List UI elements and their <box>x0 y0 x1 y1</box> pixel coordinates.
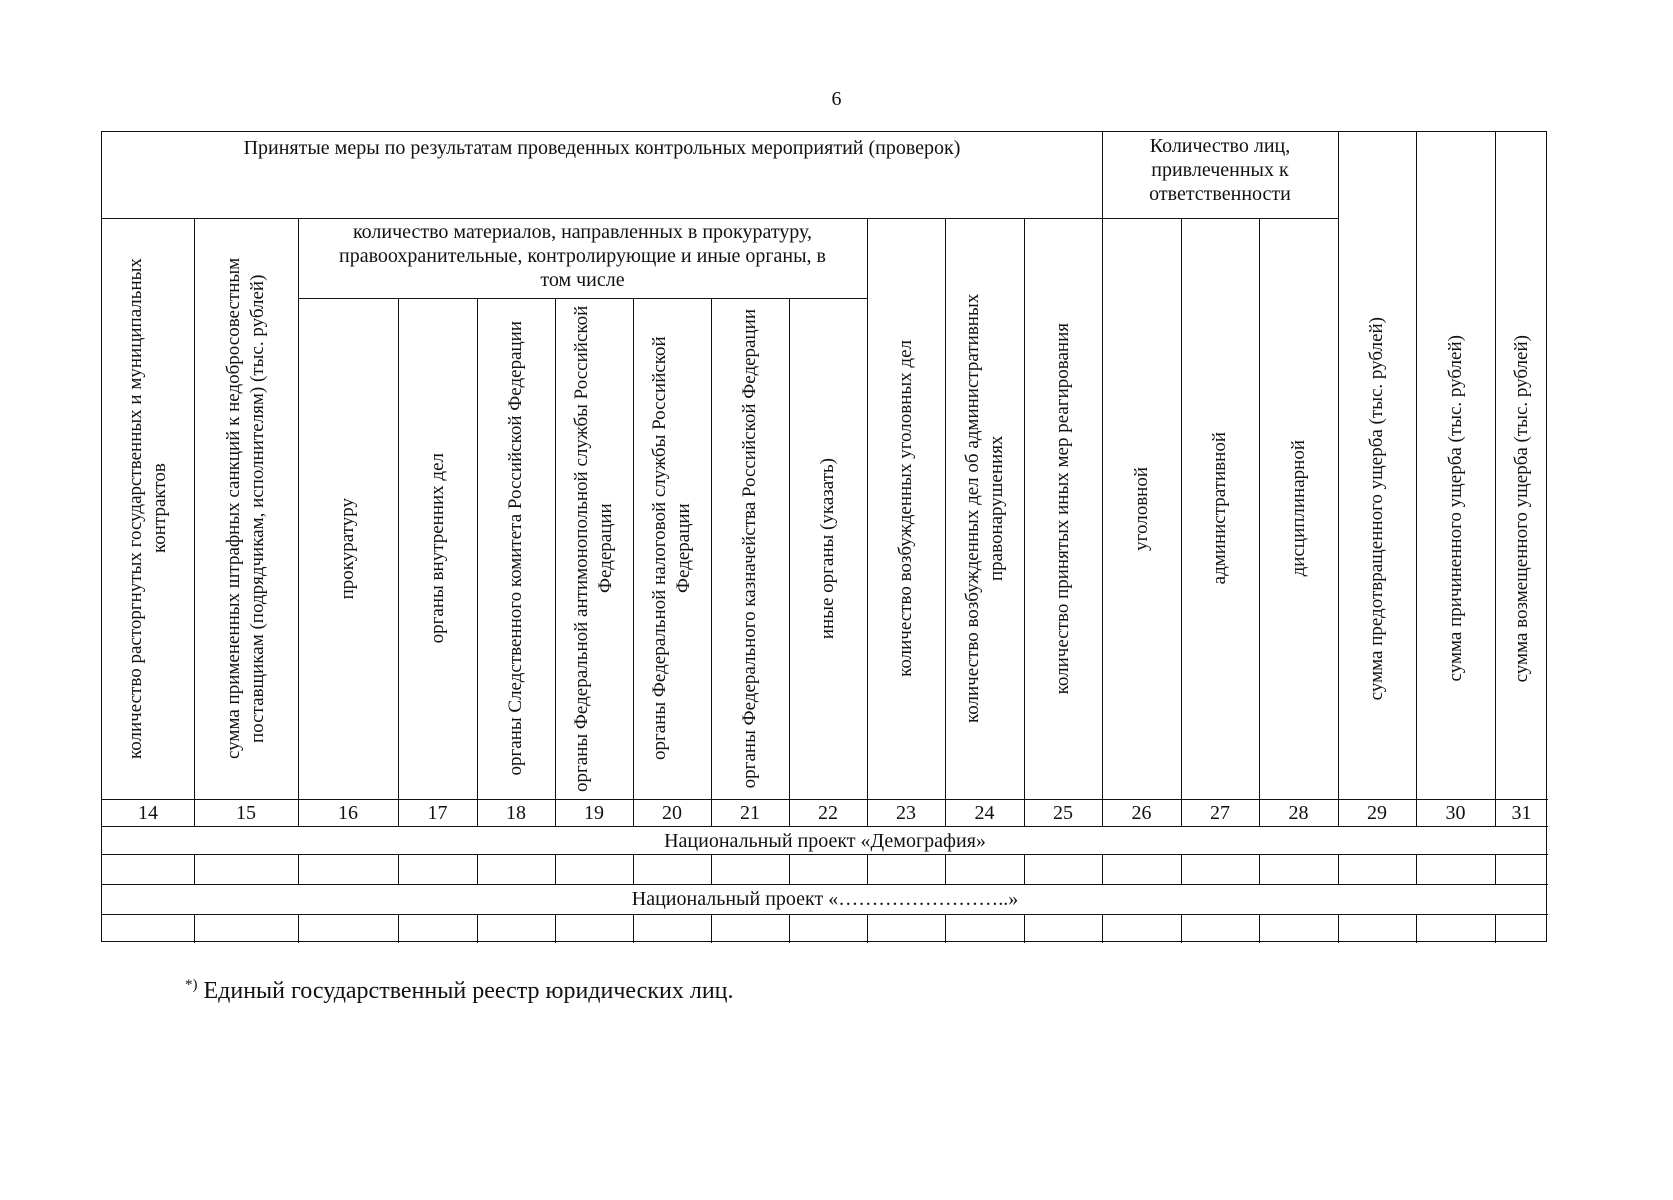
column-label: прокуратуру <box>337 497 358 600</box>
column-header-27 <box>1181 224 1259 793</box>
column-label: органы Федеральной налоговой службы Российской Федерации <box>649 336 694 761</box>
column-label: органы Следственного комитета Российской Федерации <box>505 321 526 776</box>
column-header-30 <box>1416 224 1495 793</box>
column-label: количество принятых иных мер реагирования <box>1052 322 1073 695</box>
column-number: 18 <box>506 802 526 824</box>
column-header-14 <box>102 224 194 793</box>
column-number: 17 <box>427 802 448 824</box>
materials-title: количество материалов, направленных в прокуратуру, правоохранительные, контролирующие и иные органы, в том числе <box>339 221 826 291</box>
column-header-25 <box>1024 224 1102 793</box>
section-title: Национальный проект «……………………..» <box>631 888 1019 910</box>
column-label: органы внутренних дел <box>426 453 448 644</box>
column-number: 26 <box>1131 802 1152 824</box>
report-table <box>101 131 1547 942</box>
column-header-19 <box>555 304 633 793</box>
persons-title: Количество лиц, привлеченных к ответственности <box>1149 135 1291 205</box>
footnote-marker: *) <box>185 977 198 993</box>
column-number: 31 <box>1511 802 1532 824</box>
column-label: количество расторгнутых государственных и муниципальных контрактов <box>125 258 170 759</box>
column-number: 22 <box>818 802 838 824</box>
column-header-17 <box>398 304 477 793</box>
column-number: 14 <box>138 802 158 824</box>
column-header-18 <box>477 304 555 793</box>
column-header-20 <box>633 304 711 793</box>
column-number: 24 <box>974 802 995 824</box>
column-number: 28 <box>1288 802 1309 824</box>
column-label: административной <box>1209 432 1230 585</box>
measures-title: Принятые меры по результатам проведенных контрольных мероприятий (проверок) <box>243 137 961 159</box>
column-number: 19 <box>584 802 604 824</box>
column-number: 16 <box>338 802 358 824</box>
column-number: 21 <box>740 802 760 824</box>
footnote-text: Единый государственный реестр юридических лиц. <box>203 978 734 1004</box>
column-label: количество возбужденных уголовных дел <box>895 340 916 677</box>
column-number: 27 <box>1210 802 1230 824</box>
column-label: сумма примененных штрафных санкций к недобросовестным поставщикам (подрядчикам, исполнителям) (тыс. рублей) <box>223 257 268 760</box>
column-header-26 <box>1102 224 1181 793</box>
column-header-22 <box>789 304 867 793</box>
column-header-16 <box>298 304 398 793</box>
column-label: количество возбужденных дел об административных правонарушениях <box>961 293 1007 724</box>
column-label: органы Федерального казначейства Российской Федерации <box>739 308 760 789</box>
column-label: иные органы (указать) <box>817 457 838 640</box>
column-header-24 <box>945 224 1024 793</box>
column-header-31 <box>1495 224 1548 793</box>
column-label: дисциплинарной <box>1287 440 1309 577</box>
column-number: 30 <box>1445 802 1466 824</box>
column-header-15 <box>194 224 298 793</box>
page-number: 6 <box>831 88 842 110</box>
column-label: сумма возмещенного ущерба (тыс. рублей) <box>1510 334 1532 683</box>
column-label: уголовной <box>1130 466 1152 551</box>
column-header-28 <box>1259 224 1338 793</box>
column-label: органы Федеральной антимонопольной службы Российской Федерации <box>571 305 616 792</box>
column-number: 25 <box>1053 802 1073 824</box>
column-number: 23 <box>896 802 916 824</box>
section-title: Национальный проект «Демография» <box>664 830 986 852</box>
column-label: сумма предотвращенного ущерба (тыс. рублей) <box>1366 316 1387 701</box>
column-header-23 <box>867 224 945 793</box>
column-number: 20 <box>662 802 682 824</box>
column-label: сумма причиненного ущерба (тыс. рублей) <box>1444 335 1466 682</box>
column-header-29 <box>1338 224 1416 793</box>
column-number: 15 <box>236 802 256 824</box>
column-number: 29 <box>1367 802 1387 824</box>
footnote <box>185 977 734 1005</box>
column-header-21 <box>711 304 789 793</box>
